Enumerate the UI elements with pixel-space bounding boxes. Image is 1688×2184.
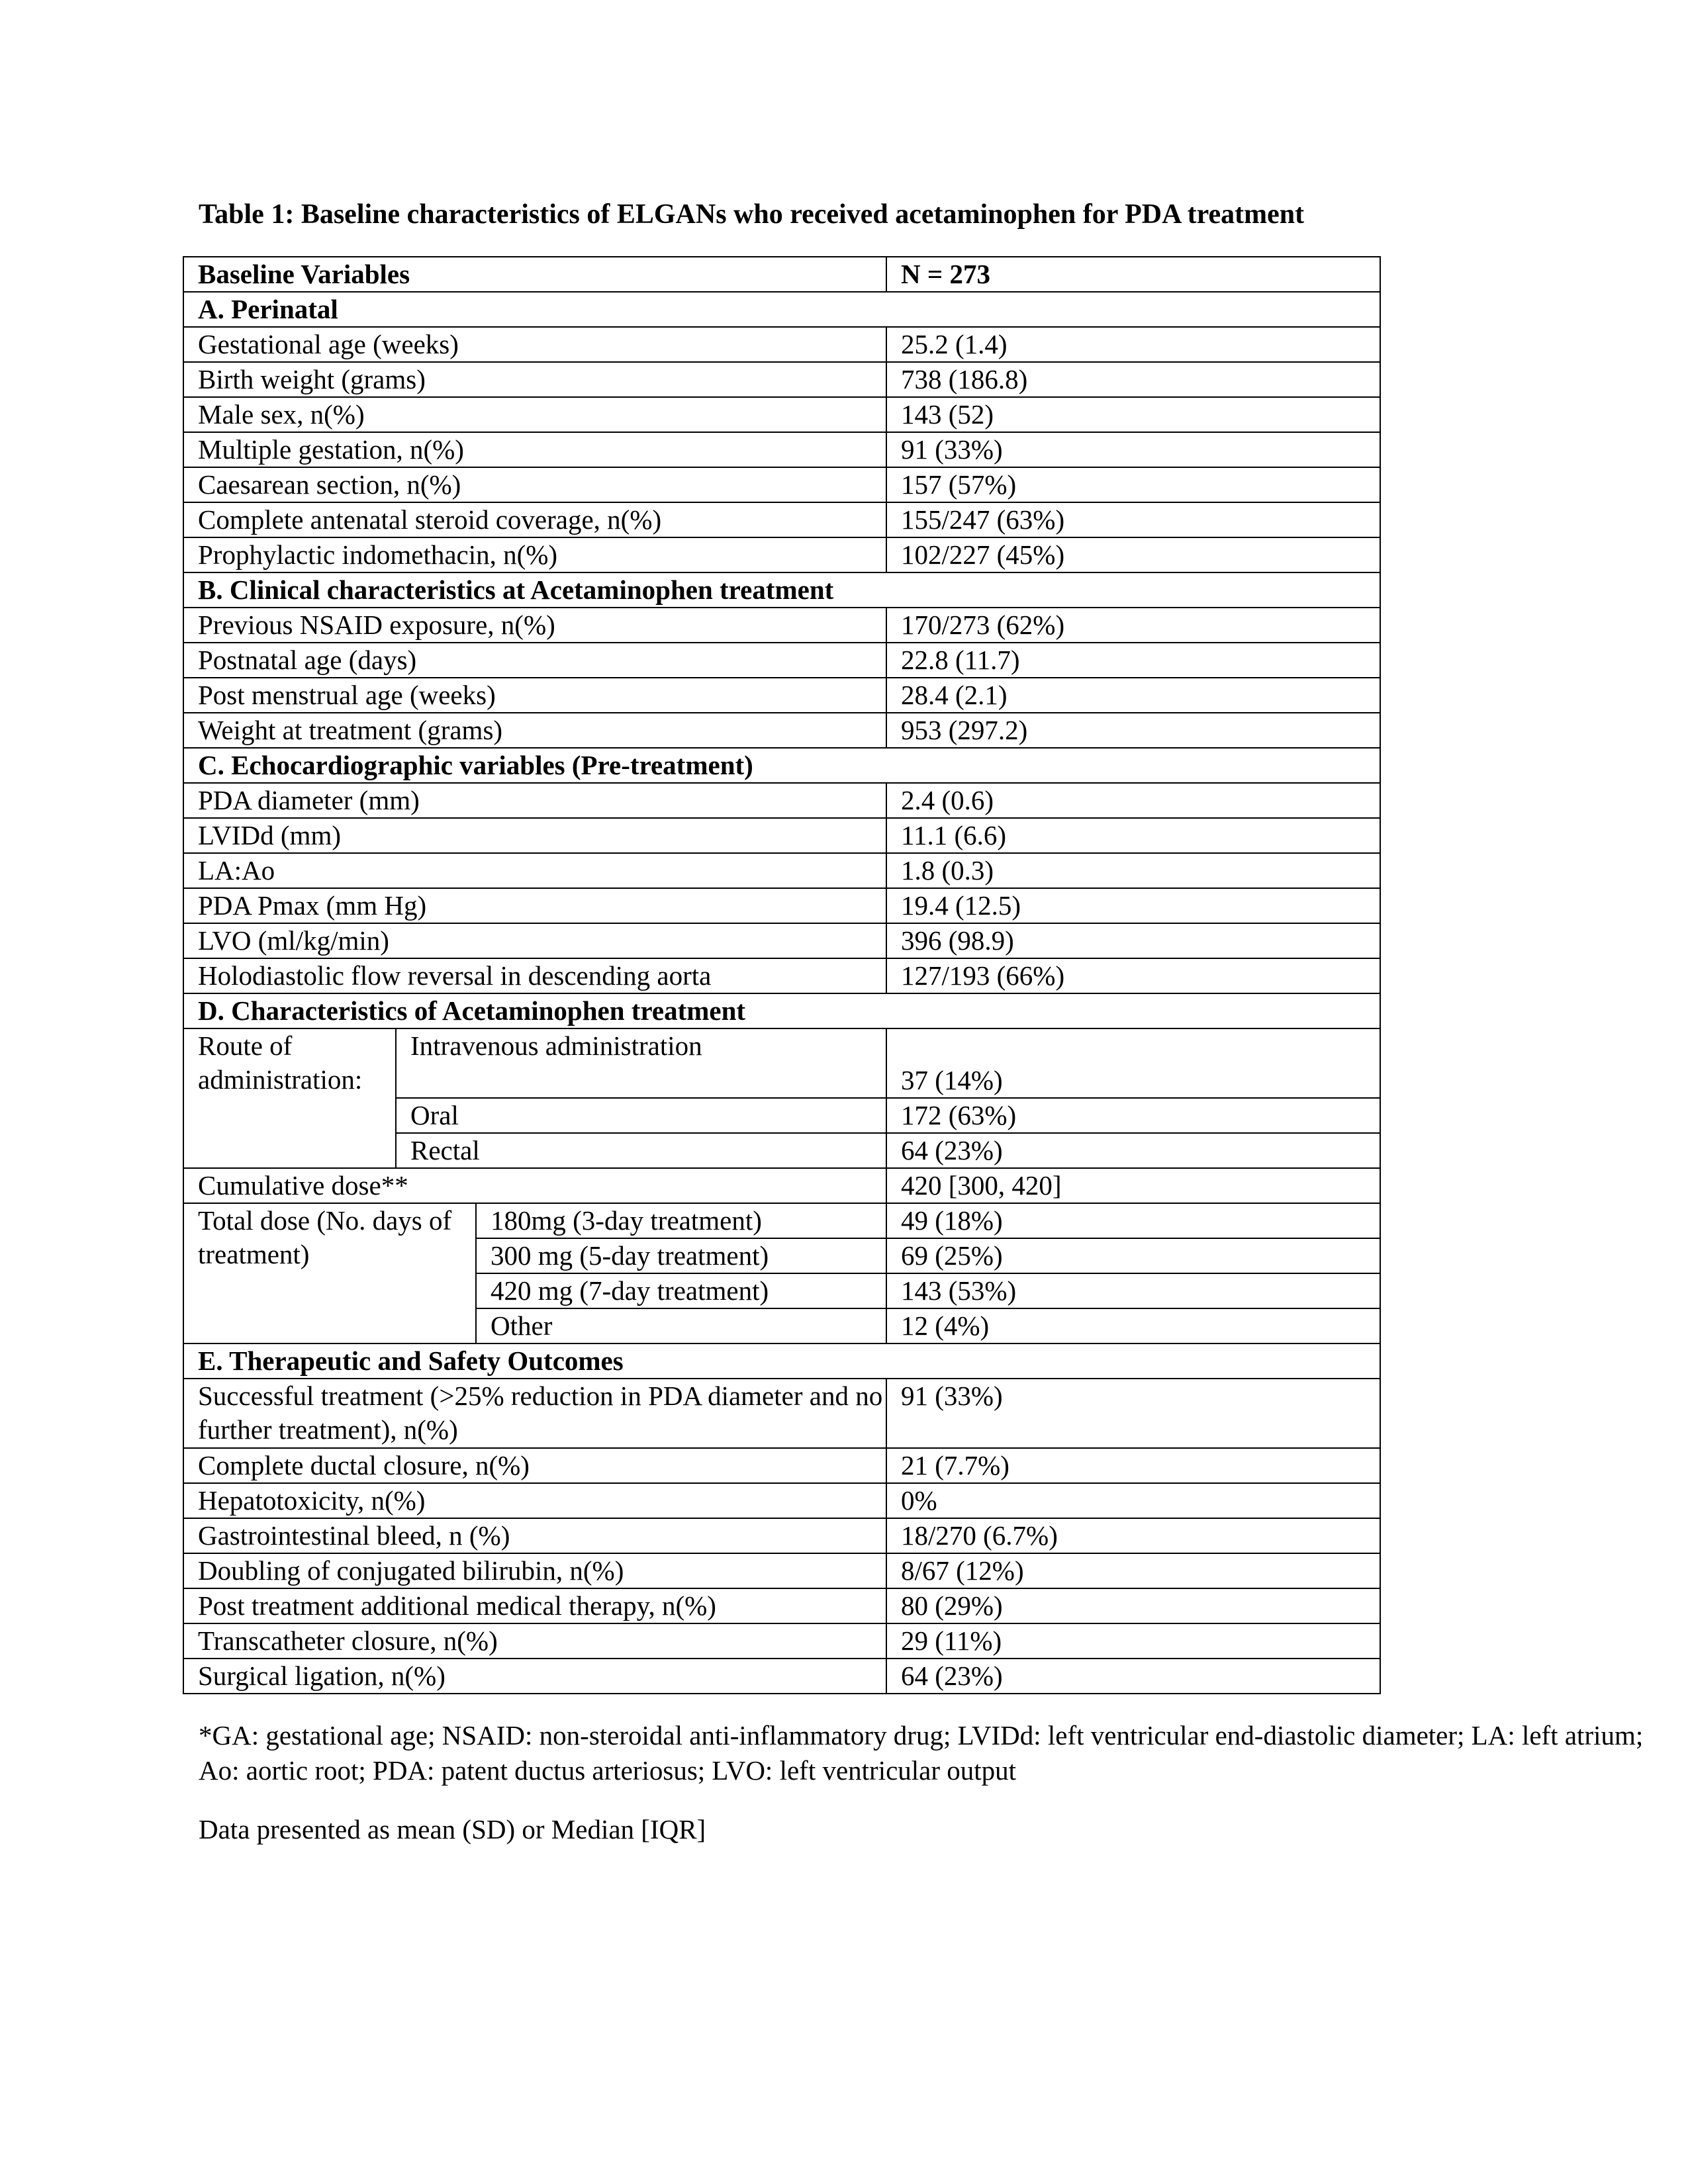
table-row xyxy=(183,327,1380,362)
row-label: PDA diameter (mm) xyxy=(183,783,886,818)
table-row xyxy=(183,1588,1380,1623)
table-row xyxy=(183,678,1380,713)
row-value: 91 (33%) xyxy=(886,432,1380,467)
row-value: 143 (53%) xyxy=(886,1273,1380,1308)
section-b-title: B. Clinical characteristics at Acetaminophen treatment xyxy=(183,572,1380,608)
row-label: LVO (ml/kg/min) xyxy=(183,923,886,958)
row-value: 396 (98.9) xyxy=(886,923,1380,958)
table-row xyxy=(183,1659,1380,1694)
table-row xyxy=(183,362,1380,397)
row-label: Complete antenatal steroid coverage, n(%) xyxy=(183,502,886,537)
row-value: 0% xyxy=(886,1483,1380,1518)
row-value: 102/227 (45%) xyxy=(886,537,1380,572)
row-label: Other xyxy=(476,1308,886,1343)
row-value: 28.4 (2.1) xyxy=(886,678,1380,713)
row-value: 49 (18%) xyxy=(886,1203,1380,1238)
row-label: LA:Ao xyxy=(183,853,886,888)
row-label: Rectal xyxy=(396,1133,886,1168)
row-value: 22.8 (11.7) xyxy=(886,643,1380,678)
row-label: Multiple gestation, n(%) xyxy=(183,432,886,467)
table-row xyxy=(183,818,1380,853)
row-value: 37 (14%) xyxy=(886,1028,1380,1098)
row-value: 8/67 (12%) xyxy=(886,1553,1380,1588)
row-label: Previous NSAID exposure, n(%) xyxy=(183,608,886,643)
row-value: 11.1 (6.6) xyxy=(886,818,1380,853)
row-label: Complete ductal closure, n(%) xyxy=(183,1448,886,1483)
row-value: 64 (23%) xyxy=(886,1133,1380,1168)
row-label: PDA Pmax (mm Hg) xyxy=(183,888,886,923)
table-row xyxy=(183,1203,1380,1238)
row-label: 300 mg (5-day treatment) xyxy=(476,1238,886,1273)
section-heading-row xyxy=(183,572,1380,608)
section-heading-row xyxy=(183,292,1380,327)
section-d-title: D. Characteristics of Acetaminophen treatment xyxy=(183,993,1380,1028)
row-label: Doubling of conjugated bilirubin, n(%) xyxy=(183,1553,886,1588)
row-value: 738 (186.8) xyxy=(886,362,1380,397)
row-label: 180mg (3-day treatment) xyxy=(476,1203,886,1238)
section-heading-row xyxy=(183,748,1380,783)
row-value: 1.8 (0.3) xyxy=(886,853,1380,888)
row-value: 143 (52) xyxy=(886,397,1380,432)
section-e-title: E. Therapeutic and Safety Outcomes xyxy=(183,1343,1380,1379)
abbreviations-footnote: *GA: gestational age; NSAID: non-steroidal anti-inflammatory drug; LVIDd: left ventricular end-diastolic diameter; LA: left atrium; Ao: aortic root; PDA: patent ductus arteriosus; LVO: left ventricular output xyxy=(199,1720,1644,1786)
header-variable: Baseline Variables xyxy=(183,257,886,292)
baseline-characteristics-table xyxy=(183,256,1381,1694)
row-label: Birth weight (grams) xyxy=(183,362,886,397)
row-value: 29 (11%) xyxy=(886,1623,1380,1659)
row-label: Postnatal age (days) xyxy=(183,643,886,678)
table-row xyxy=(183,502,1380,537)
table-row xyxy=(183,1379,1380,1448)
row-value: 64 (23%) xyxy=(886,1659,1380,1694)
row-value: 21 (7.7%) xyxy=(886,1448,1380,1483)
row-value: 172 (63%) xyxy=(886,1098,1380,1133)
row-value: 25.2 (1.4) xyxy=(886,327,1380,362)
table-row xyxy=(183,1028,1380,1098)
row-label: Male sex, n(%) xyxy=(183,397,886,432)
route-group-label: Route of administration: xyxy=(183,1028,396,1168)
table-row xyxy=(183,1483,1380,1518)
row-value: 12 (4%) xyxy=(886,1308,1380,1343)
row-label: Post menstrual age (weeks) xyxy=(183,678,886,713)
table-row xyxy=(183,783,1380,818)
table-header-row xyxy=(183,257,1380,292)
row-label: Intravenous administration xyxy=(396,1028,886,1098)
row-value: 91 (33%) xyxy=(886,1379,1380,1448)
total-dose-group-label: Total dose (No. days of treatment) xyxy=(183,1203,476,1343)
row-label: Prophylactic indomethacin, n(%) xyxy=(183,537,886,572)
table-row xyxy=(183,853,1380,888)
section-heading-row xyxy=(183,993,1380,1028)
row-label: Oral xyxy=(396,1098,886,1133)
table-row xyxy=(183,537,1380,572)
table-title: Table 1: Baseline characteristics of ELGANs who received acetaminophen for PDA treatment xyxy=(199,199,1305,230)
table-row xyxy=(183,608,1380,643)
table-row xyxy=(183,1448,1380,1483)
data-presentation-note: Data presented as mean (SD) or Median [IQR] xyxy=(199,1814,706,1844)
section-heading-row xyxy=(183,1343,1380,1379)
row-label: Holodiastolic flow reversal in descending aorta xyxy=(183,958,886,993)
row-value: 80 (29%) xyxy=(886,1588,1380,1623)
row-value: 2.4 (0.6) xyxy=(886,783,1380,818)
table-row xyxy=(183,888,1380,923)
table-row xyxy=(183,397,1380,432)
row-value: 170/273 (62%) xyxy=(886,608,1380,643)
header-value: N = 273 xyxy=(886,257,1380,292)
row-value: 127/193 (66%) xyxy=(886,958,1380,993)
table-row xyxy=(183,958,1380,993)
row-label: Post treatment additional medical therapy, n(%) xyxy=(183,1588,886,1623)
table-row xyxy=(183,467,1380,502)
row-label: Hepatotoxicity, n(%) xyxy=(183,1483,886,1518)
table-row xyxy=(183,1623,1380,1659)
table-row xyxy=(183,432,1380,467)
row-label: 420 mg (7-day treatment) xyxy=(476,1273,886,1308)
row-value: 953 (297.2) xyxy=(886,713,1380,748)
row-value: 69 (25%) xyxy=(886,1238,1380,1273)
section-a-title: A. Perinatal xyxy=(183,292,1380,327)
table-row xyxy=(183,1518,1380,1553)
row-value: 18/270 (6.7%) xyxy=(886,1518,1380,1553)
table-row xyxy=(183,643,1380,678)
table-row xyxy=(183,1168,1380,1203)
row-label: Surgical ligation, n(%) xyxy=(183,1659,886,1694)
row-label: Weight at treatment (grams) xyxy=(183,713,886,748)
row-label: Gastrointestinal bleed, n (%) xyxy=(183,1518,886,1553)
row-label: Cumulative dose** xyxy=(183,1168,886,1203)
section-c-title: C. Echocardiographic variables (Pre-treatment) xyxy=(183,748,1380,783)
row-label: Gestational age (weeks) xyxy=(183,327,886,362)
table-row xyxy=(183,923,1380,958)
row-label: LVIDd (mm) xyxy=(183,818,886,853)
row-value: 420 [300, 420] xyxy=(886,1168,1380,1203)
row-value: 19.4 (12.5) xyxy=(886,888,1380,923)
table-row xyxy=(183,713,1380,748)
row-value: 155/247 (63%) xyxy=(886,502,1380,537)
row-label: Caesarean section, n(%) xyxy=(183,467,886,502)
row-label: Successful treatment (>25% reduction in PDA diameter and no further treatment), n(%) xyxy=(183,1379,886,1448)
table-row xyxy=(183,1553,1380,1588)
row-value: 157 (57%) xyxy=(886,467,1380,502)
row-label: Transcatheter closure, n(%) xyxy=(183,1623,886,1659)
